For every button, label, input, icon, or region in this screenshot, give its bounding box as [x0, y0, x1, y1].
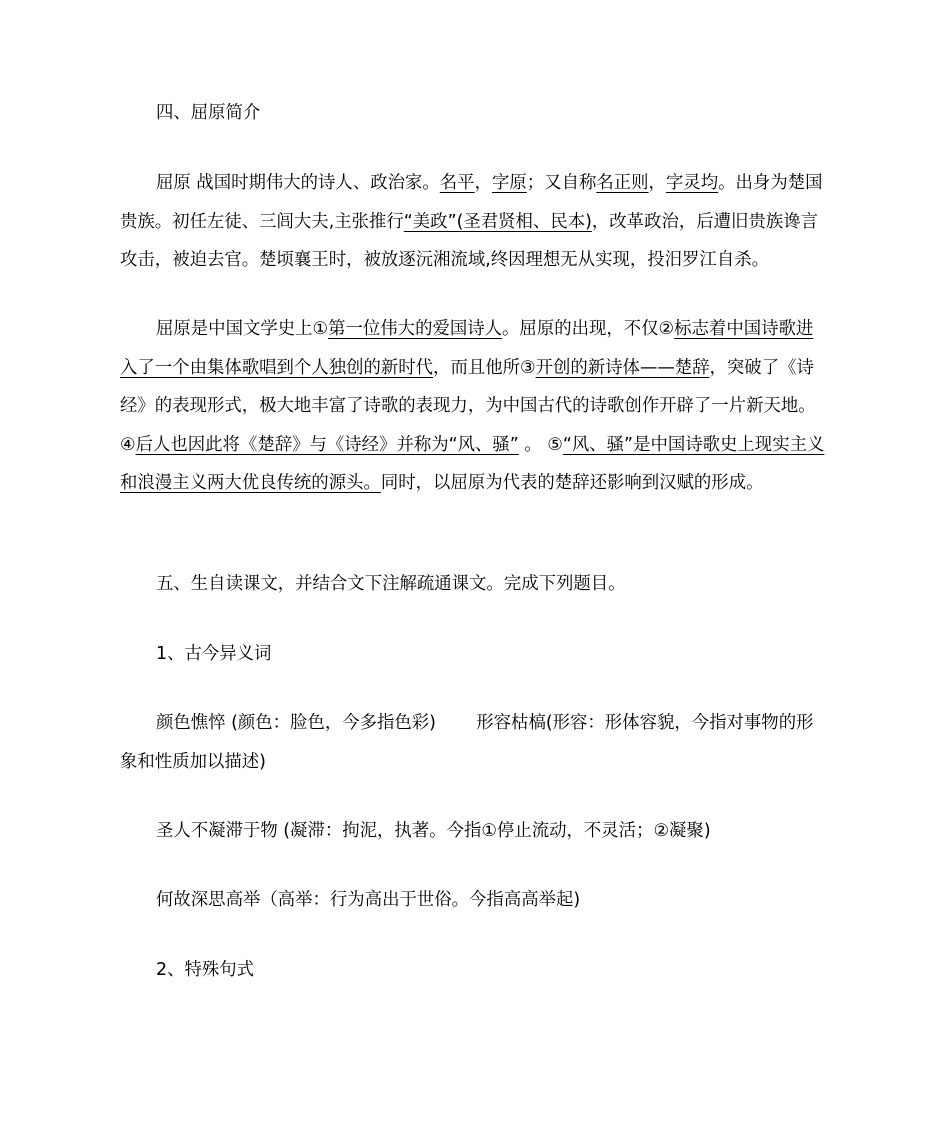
underlined-point-5: “风、骚”是中国诗歌史上现实主义和浪漫主义两大优良传统的源头。	[120, 434, 825, 493]
significance-text: 同时，以屈原为代表的楚辞还影响到汉赋的形成。	[380, 473, 764, 493]
quyuan-intro-paragraph	[120, 164, 828, 280]
subsection-2-heading: 2、特殊句式	[156, 960, 255, 980]
underlined-meizheng: “美政”(圣君贤相、民本)	[403, 211, 592, 232]
intro-text: ，	[474, 173, 492, 193]
vocab-item-ningzhi: 圣人不凝滞于物 (凝滞：拘泥，执著。今指①停止流动，不灵活；②凝聚)	[156, 821, 711, 841]
subsection-1-heading: 1、古今异义词	[156, 644, 272, 664]
intro-text: ；又自称	[526, 173, 597, 193]
quyuan-significance-paragraph	[120, 310, 828, 503]
underlined-ming: 名平	[439, 173, 475, 193]
section-4-heading: 四、屈原简介	[156, 103, 261, 123]
underlined-alt-zi: 字灵均	[665, 173, 719, 193]
significance-text: ，而且他所③	[433, 357, 536, 378]
intro-text: ，	[648, 173, 666, 193]
underlined-point-3: 开创的新诗体——楚辞	[535, 357, 710, 378]
significance-text: ，突破了《诗经》的表现形式，极大地丰富了诗歌的表现力，为中国古代的诗歌创作开辟了一片新天地。 ④	[120, 357, 816, 455]
underlined-point-1: 第一位伟大的爱国诗人	[328, 319, 503, 339]
underlined-zi: 字原	[491, 173, 527, 193]
underlined-alt-ming: 名正则	[596, 173, 649, 193]
intro-text: 屈原 战国时期伟大的诗人、政治家。	[156, 173, 440, 193]
vocab-item-yanse-xingrong: 颜色憔悴 (颜色：脸色，今多指色彩) 形容枯槁(形容：形体容貌，今指对事物的形象和性质加以描述)	[120, 713, 814, 772]
intro-text: ，改革政治，后遭旧贵族谗言攻击，被迫去官。楚顷襄王时，被放逐沅湘流域,终因理想无从实现，投汨罗江自杀。	[120, 211, 818, 270]
significance-text: 。屈原的出现，不仅②	[502, 319, 675, 339]
underlined-point-4: 后人也因此将《楚辞》与《诗经》并称为“风、骚”	[135, 434, 519, 455]
underlined-point-2: 标志着中国诗歌进入了一个由集体歌唱到个人独创的新时代	[120, 319, 814, 378]
significance-text: 屈原是中国文学史上①	[156, 319, 329, 339]
significance-text: 。 ⑤	[518, 434, 563, 455]
vocab-item-gaoju: 何故深思高举（高举：行为高出于世俗。今指高高举起)	[156, 890, 581, 910]
section-5-heading: 五、生自读课文，并结合文下注解疏通课文。完成下列题目。	[156, 574, 626, 594]
intro-text: 。出身为楚国贵族。初任左徒、三闾大夫,主张推行	[120, 173, 823, 232]
